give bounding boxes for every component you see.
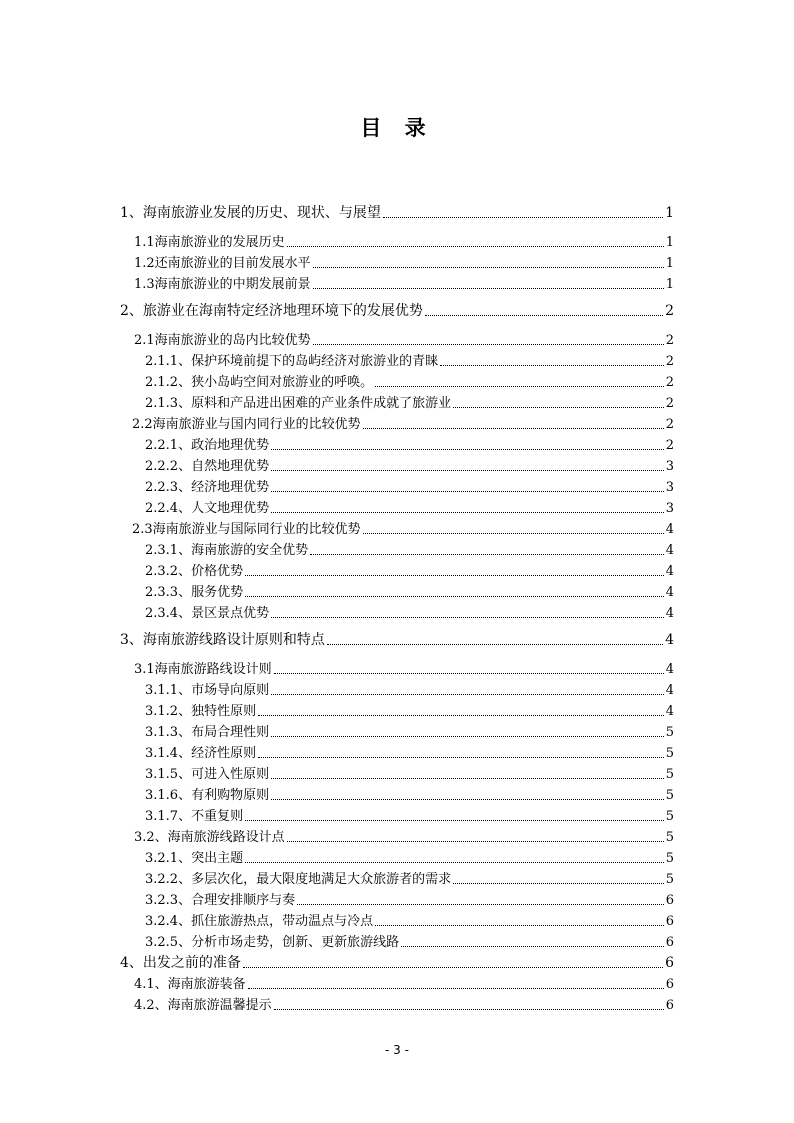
toc-entry-page: 3	[665, 501, 674, 516]
toc-entry-text: 2.3海南旅游业与国际同行业的比较优势	[132, 522, 361, 537]
toc-entry-text: 4.2、海南旅游温馨提示	[134, 998, 272, 1013]
toc-entry[interactable]	[145, 849, 674, 868]
toc-entry-text: 2.1海南旅游业的岛内比较优势	[134, 333, 311, 348]
toc-entry-page: 4	[665, 704, 674, 719]
toc-entry-page: 5	[665, 788, 674, 803]
toc-entry[interactable]	[145, 744, 674, 763]
toc-leader	[327, 644, 663, 645]
toc-entry-text: 3.2.3、合理安排顺序与奏	[145, 893, 296, 908]
toc-leader	[363, 428, 664, 429]
toc-leader	[375, 386, 664, 387]
toc-entry-page: 4	[665, 662, 674, 677]
toc-entry[interactable]	[145, 702, 674, 721]
toc-leader	[248, 988, 664, 989]
toc-entry-page: 6	[665, 893, 674, 908]
toc-entry[interactable]	[120, 954, 674, 973]
toc-entry-page: 5	[665, 767, 674, 782]
toc-entry-text: 4.1、海南旅游装备	[134, 977, 246, 992]
toc-entry-page: 2	[665, 333, 674, 348]
toc-entry[interactable]	[145, 681, 674, 700]
toc-entry-page: 6	[665, 998, 674, 1013]
toc-entry-page: 5	[665, 830, 674, 845]
page-number: - 3 -	[385, 1043, 409, 1057]
toc-entry[interactable]	[145, 765, 674, 784]
toc-entry-text: 3.1.6、有利购物原则	[145, 788, 270, 803]
toc-entry-text: 3.1.7、不重复则	[145, 809, 244, 824]
toc-entry-text: 2.2.4、人文地理优势	[145, 501, 270, 516]
toc-entry[interactable]	[145, 436, 674, 455]
toc-entry-text: 1.3海南旅游业的中期发展前景	[134, 277, 311, 292]
toc-entry[interactable]	[120, 302, 674, 321]
toc-entry-text: 1.1海南旅游业的发展历史	[134, 235, 285, 250]
toc-entry[interactable]	[145, 499, 674, 518]
toc-entry[interactable]	[134, 828, 674, 847]
toc-entry-page: 6	[665, 955, 674, 971]
toc-entry[interactable]	[145, 541, 674, 560]
toc-leader	[245, 862, 664, 863]
toc-entry[interactable]	[134, 275, 674, 294]
toc-entry-page: 2	[665, 375, 674, 390]
toc-entry-text: 2.3.2、价格优势	[145, 564, 244, 579]
toc-entry-page: 2	[665, 396, 674, 411]
toc-entry[interactable]	[120, 631, 674, 650]
toc-leader	[363, 533, 664, 534]
toc-leader	[375, 925, 664, 926]
toc-entry-text: 1、海南旅游业发展的历史、现状、与展望	[120, 205, 381, 221]
toc-entry-text: 2.2.2、自然地理优势	[145, 459, 270, 474]
toc-entry-page: 4	[665, 543, 674, 558]
toc-entry[interactable]	[134, 233, 674, 252]
toc-entry-text: 2.1.3、原料和产品进出困难的产业条件成就了旅游业	[145, 396, 452, 411]
toc-entry-page: 4	[665, 683, 674, 698]
toc-entry-text: 3.2.5、分析市场走势，创新、更新旅游线路	[145, 935, 400, 950]
toc-entry-page: 4	[665, 606, 674, 621]
toc-leader	[297, 904, 664, 905]
toc-entry[interactable]	[132, 520, 674, 539]
toc-entry-text: 2.1.2、狭小岛屿空间对旅游业的呼唤。	[145, 375, 374, 390]
toc-entry-page: 4	[665, 522, 674, 537]
toc-entry-page: 2	[665, 417, 674, 432]
toc-entry-page: 1	[665, 256, 674, 271]
toc-entry-page: 6	[665, 935, 674, 950]
toc-leader	[313, 267, 664, 268]
toc-entry[interactable]	[145, 723, 674, 742]
toc-leader	[271, 617, 664, 618]
toc-entry-text: 3.2.2、多层次化，最大限度地满足大众旅游者的需求	[145, 872, 452, 887]
toc-leader	[271, 694, 664, 695]
toc-entry[interactable]	[145, 933, 674, 952]
toc-leader	[453, 407, 664, 408]
toc-leader	[271, 512, 664, 513]
toc-entry-text: 3.1.4、经济性原则	[145, 746, 257, 761]
toc-leader	[271, 449, 664, 450]
toc-entry[interactable]	[145, 373, 674, 392]
toc-entry-page: 2	[665, 438, 674, 453]
toc-entry-text: 2、旅游业在海南特定经济地理环境下的发展优势	[120, 303, 423, 319]
toc-leader	[401, 946, 664, 947]
toc-entry-text: 3.1.3、布局合理性则	[145, 725, 270, 740]
toc-entry[interactable]	[145, 583, 674, 602]
toc-entry-text: 3.2、海南旅游线路设计点	[134, 830, 285, 845]
toc-entry[interactable]	[120, 204, 674, 223]
toc-leader	[313, 288, 664, 289]
toc-entry-page: 4	[665, 564, 674, 579]
toc-entry-text: 2.2.3、经济地理优势	[145, 480, 270, 495]
toc-entry-text: 3.1.2、独特性原则	[145, 704, 257, 719]
toc-entry-text: 3.1.5、可进入性原则	[145, 767, 270, 782]
toc-entry[interactable]	[134, 996, 674, 1015]
toc-entry-text: 1.2还南旅游业的目前发展水平	[134, 256, 311, 271]
toc-entry-text: 2.3.1、海南旅游的安全优势	[145, 543, 309, 558]
toc-leader	[313, 344, 664, 345]
toc-entry-page: 3	[665, 459, 674, 474]
toc-entry-page: 5	[665, 725, 674, 740]
toc-leader	[258, 757, 664, 758]
toc-entry-text: 2.2.1、政治地理优势	[145, 438, 270, 453]
toc-entry[interactable]	[145, 891, 674, 910]
toc-entry[interactable]	[145, 352, 674, 371]
toc-entry[interactable]	[134, 660, 674, 679]
toc-entry-page: 2	[665, 354, 674, 369]
toc-entry-text: 3.1海南旅游路线设计则	[134, 662, 272, 677]
toc-entry-text: 3、海南旅游线路设计原则和特点	[120, 632, 325, 648]
toc-entry-page: 6	[665, 914, 674, 929]
toc-entry-text: 2.3.3、服务优势	[145, 585, 244, 600]
toc-leader	[425, 315, 663, 316]
toc-entry-text: 4、出发之前的准备	[120, 955, 241, 971]
toc-leader	[243, 967, 663, 968]
toc-entry-text: 2.2海南旅游业与国内同行业的比较优势	[132, 417, 361, 432]
toc-leader	[271, 491, 664, 492]
toc-leader	[245, 596, 664, 597]
toc-leader	[453, 883, 664, 884]
toc-entry-text: 3.2.1、突出主题	[145, 851, 244, 866]
toc-leader	[271, 470, 664, 471]
toc-entry-text: 2.3.4、景区景点优势	[145, 606, 270, 621]
toc-entry-page: 4	[665, 632, 674, 648]
toc-leader	[383, 217, 663, 218]
toc-entry[interactable]	[145, 807, 674, 826]
toc-entry[interactable]	[145, 786, 674, 805]
toc-entry-page: 5	[665, 809, 674, 824]
toc-entry-text: 2.1.1、保护环境前提下的岛屿经济对旅游业的青睐	[145, 354, 439, 369]
toc-entry-text: 3.2.4、抓住旅游热点，带动温点与冷点	[145, 914, 374, 929]
toc-leader	[245, 820, 664, 821]
toc-leader	[245, 575, 664, 576]
toc-entry[interactable]	[132, 415, 674, 434]
toc-leader	[271, 736, 664, 737]
toc-title: 目 录	[360, 116, 434, 140]
toc-entry-page: 2	[665, 303, 674, 319]
toc-leader	[258, 715, 664, 716]
toc-entry[interactable]	[145, 604, 674, 623]
toc-leader	[310, 554, 664, 555]
toc-entry-page: 1	[665, 277, 674, 292]
toc-entry[interactable]	[134, 331, 674, 350]
toc-entry[interactable]	[134, 254, 674, 273]
toc-leader	[271, 778, 664, 779]
toc-entry[interactable]	[134, 975, 674, 994]
toc-entry[interactable]	[145, 562, 674, 581]
toc-entry-page: 6	[665, 977, 674, 992]
toc-leader	[271, 799, 664, 800]
toc-leader	[287, 246, 664, 247]
toc-entry-text: 3.1.1、市场导向原则	[145, 683, 270, 698]
toc-entry[interactable]	[145, 457, 674, 476]
toc-leader	[287, 841, 664, 842]
toc-entry[interactable]	[145, 478, 674, 497]
toc-leader	[274, 673, 664, 674]
toc-entry-page: 5	[665, 872, 674, 887]
toc-entry[interactable]	[145, 912, 674, 931]
toc-leader	[274, 1009, 664, 1010]
toc-leader	[440, 365, 664, 366]
toc-entry[interactable]	[145, 394, 674, 413]
toc-entry-page: 4	[665, 585, 674, 600]
toc-entry-page: 1	[665, 235, 674, 250]
toc-entry-page: 1	[665, 205, 674, 221]
toc-entry-page: 3	[665, 480, 674, 495]
toc-entry-page: 5	[665, 746, 674, 761]
toc-entry-page: 5	[665, 851, 674, 866]
toc-entry[interactable]	[145, 870, 674, 889]
